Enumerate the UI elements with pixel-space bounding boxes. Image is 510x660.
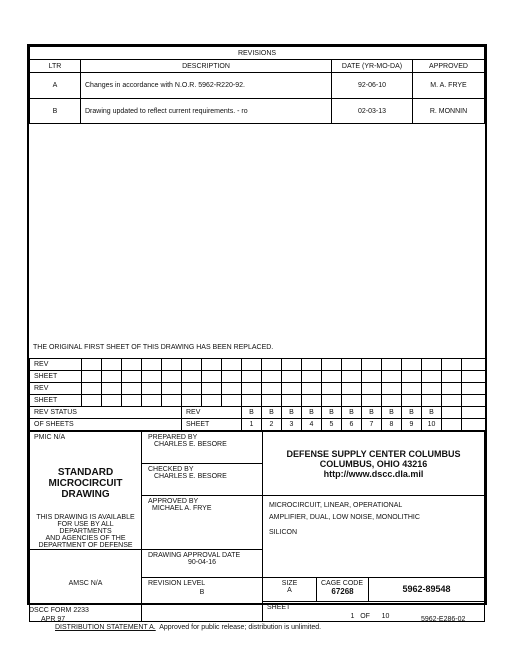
approved-name: MICHAEL A. FRYE xyxy=(152,505,212,512)
of-sheets-row xyxy=(30,419,486,431)
grid-sheet-label: SHEET xyxy=(30,371,82,383)
col-date: DATE (YR-MO-DA) xyxy=(332,60,413,73)
drawing-number: 5962-89548 xyxy=(369,577,485,601)
amsc-cell xyxy=(30,577,142,621)
revision-status-grid xyxy=(29,358,486,431)
revision-date: 92-06-10 xyxy=(332,73,413,99)
revision-level: B xyxy=(199,588,205,596)
rev-status-label: REV STATUS xyxy=(30,407,182,419)
status-sheet-label: SHEET xyxy=(182,419,242,431)
distribution-label: DISTRIBUTION STATEMENT A. xyxy=(55,624,156,631)
pmic-text: PMIC N/A xyxy=(34,434,66,441)
revisions-heading: REVISIONS xyxy=(30,47,485,60)
grid-sheet-label: SHEET xyxy=(30,395,82,407)
title-block xyxy=(29,431,485,622)
standard-line: STANDARD xyxy=(57,466,114,478)
col-ltr: LTR xyxy=(30,60,81,73)
prepared-name: CHARLES E. BESORE xyxy=(154,441,227,448)
revisions-table xyxy=(29,46,485,124)
col-description: DESCRIPTION xyxy=(81,60,332,73)
availability-line: AND AGENCIES OF THE xyxy=(45,534,126,542)
title-cell xyxy=(263,496,485,578)
dscc-name: DEFENSE SUPPLY CENTER COLUMBUS xyxy=(286,448,461,459)
grid-rev-row xyxy=(30,383,486,395)
availability-line: FOR USE BY ALL xyxy=(57,520,114,528)
revision-date: 02-03-13 xyxy=(332,99,413,124)
sheet-number: 10 xyxy=(422,419,442,431)
revision-ltr: A xyxy=(30,73,81,99)
rev-status-row xyxy=(30,407,486,419)
cage-label: CAGE CODE xyxy=(321,579,364,587)
revision-ltr: B xyxy=(30,99,81,124)
size-value: A xyxy=(287,586,292,594)
checked-name: CHARLES E. BESORE xyxy=(154,473,227,480)
sheet-number: 8 xyxy=(382,419,402,431)
dscc-city: COLUMBUS, OHIO 43216 xyxy=(319,458,428,469)
sheet-number: 4 xyxy=(302,419,322,431)
sheet-number: 3 xyxy=(282,419,302,431)
grid-sheet-row xyxy=(30,395,486,407)
approved-cell xyxy=(142,496,263,550)
approval-date: 90-04-16 xyxy=(187,558,217,566)
size-label: SIZE xyxy=(281,579,298,587)
checked-label: CHECKED BY xyxy=(148,466,194,473)
approval-date-label: DRAWING APPROVAL DATE xyxy=(148,551,241,559)
revision-level-cell xyxy=(142,577,263,621)
rev-letter: B xyxy=(362,407,382,419)
pmic-cell xyxy=(30,432,142,464)
revision-desc: Changes in accordance with N.O.R. 5962-R220-92. xyxy=(81,73,332,99)
cage-value: 67268 xyxy=(331,586,354,596)
size-cell xyxy=(263,577,317,601)
revision-approved: R. MONNIN xyxy=(413,99,485,124)
grid-sheet-row xyxy=(30,371,486,383)
col-approved: APPROVED xyxy=(413,60,485,73)
form-number: DSCC FORM 2233 xyxy=(29,607,89,614)
revision-desc: Drawing updated to reflect current requirements. - ro xyxy=(81,99,332,124)
rev-letter: B xyxy=(402,407,422,419)
prepared-label: PREPARED BY xyxy=(148,434,198,441)
availability-line: DEPARTMENTS xyxy=(59,527,112,535)
cage-cell xyxy=(317,577,369,601)
rev-letter: B xyxy=(282,407,302,419)
document-number: 5962-E286-02 xyxy=(421,616,466,623)
title-line: SILICON xyxy=(269,529,298,536)
dscc-url: http://www.dscc.dla.mil xyxy=(323,468,424,479)
standard-cell xyxy=(30,464,142,550)
revision-row xyxy=(30,99,485,124)
availability-line: DEPARTMENT OF DEFENSE xyxy=(38,541,133,549)
sheet-cell xyxy=(263,601,317,621)
distribution-statement xyxy=(55,624,321,631)
sheet-of: 1 OF 10 xyxy=(350,612,390,620)
dscc-cell xyxy=(263,432,485,496)
revision-row xyxy=(30,73,485,99)
sheet-number: 6 xyxy=(342,419,362,431)
availability-line: THIS DRAWING IS AVAILABLE xyxy=(36,513,135,521)
approval-date-cell xyxy=(142,549,263,577)
standard-line: MICROCIRCUIT xyxy=(48,477,123,489)
rev-letter: B xyxy=(242,407,262,419)
grid-rev-label: REV xyxy=(30,359,82,371)
title-line: AMPLIFIER, DUAL, LOW NOISE, MONOLITHIC xyxy=(269,514,420,521)
prepared-cell xyxy=(142,432,263,464)
checked-cell xyxy=(142,464,263,496)
status-rev-label: REV xyxy=(182,407,242,419)
sheet-number: 5 xyxy=(322,419,342,431)
sheet-number: 9 xyxy=(402,419,422,431)
distribution-text: Approved for public release; distribution is unlimited. xyxy=(155,624,322,631)
of-sheets-label: OF SHEETS xyxy=(30,419,182,431)
grid-rev-row xyxy=(30,359,486,371)
sheet-number: 2 xyxy=(262,419,282,431)
form-date: APR 97 xyxy=(41,616,66,623)
rev-letter: B xyxy=(422,407,442,419)
amsc-text: AMSC N/A xyxy=(68,580,103,587)
approved-label: APPROVED BY xyxy=(148,498,199,505)
rev-letter: B xyxy=(262,407,282,419)
title-line: MICROCIRCUIT, LINEAR, OPERATIONAL xyxy=(269,502,403,509)
sheet-number: 1 xyxy=(242,419,262,431)
replaced-note: THE ORIGINAL FIRST SHEET OF THIS DRAWING HAS BEEN REPLACED. xyxy=(33,344,274,351)
rev-letter: B xyxy=(382,407,402,419)
rev-letter: B xyxy=(342,407,362,419)
revision-approved: M. A. FRYE xyxy=(413,73,485,99)
revision-level-label: REVISION LEVEL xyxy=(148,579,206,587)
standard-line: DRAWING xyxy=(61,488,110,500)
rev-letter: B xyxy=(322,407,342,419)
sheet-label: SHEET xyxy=(267,603,291,611)
sheet-number: 7 xyxy=(362,419,382,431)
rev-letter: B xyxy=(302,407,322,419)
grid-rev-label: REV xyxy=(30,383,82,395)
blank-cell xyxy=(30,549,142,577)
